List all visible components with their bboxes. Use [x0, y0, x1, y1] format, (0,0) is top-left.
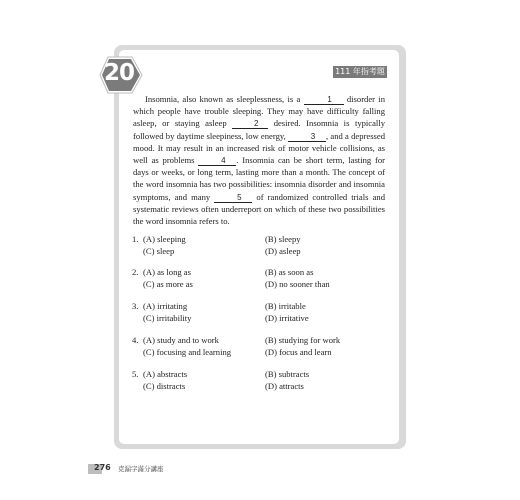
passage-text: . Insomnia can be short term, lasting for days or weeks, or long term, lasting more than a month. The concept of the word insomnia has two possibilities: insomnia disorder and insomnia symptoms, and many [133, 155, 385, 202]
blank-2: 2 [232, 119, 268, 129]
blank-1: 1 [304, 95, 344, 105]
option-c[interactable]: (C) distracts [143, 381, 186, 391]
option-a[interactable]: (A) abstracts [143, 369, 188, 379]
question-number: 4. [132, 335, 139, 345]
question-3 [132, 300, 392, 324]
option-c[interactable]: (C) focusing and learning [143, 347, 232, 357]
option-b[interactable]: (B) irritable [265, 301, 306, 311]
question-number: 5. [132, 369, 139, 379]
option-d[interactable]: (D) irritative [265, 313, 309, 323]
option-c[interactable]: (C) as more as [143, 279, 193, 289]
exam-year-tag: 111 年指考題 [333, 66, 387, 78]
blank-4: 4 [198, 156, 236, 166]
option-a[interactable]: (A) as long as [143, 267, 191, 277]
question-2 [132, 266, 392, 290]
option-b[interactable]: (B) subtracts [265, 369, 310, 379]
option-a[interactable]: (A) study and to work [143, 335, 219, 345]
question-1 [132, 233, 392, 257]
option-d[interactable]: (D) attracts [265, 381, 304, 391]
book-title: 克漏字滿分講座 [118, 465, 164, 473]
question-number: 1. [132, 234, 139, 244]
option-b[interactable]: (B) sleepy [265, 234, 301, 244]
blank-3: 3 [288, 132, 326, 142]
option-b[interactable]: (B) as soon as [265, 267, 314, 277]
passage-text: of randomized controlled trials and systematic reviews often underreport on which of these two possibilities the word insomnia refers to. [133, 191, 385, 227]
passage-text: desired. Insomnia is typically followed by daytime sleepiness, low energy, [133, 118, 386, 141]
option-d[interactable]: (D) no sooner than [265, 279, 330, 289]
question-number: 3. [132, 301, 139, 311]
blank-5: 5 [214, 193, 252, 203]
cloze-passage [133, 93, 385, 227]
option-a[interactable]: (A) sleeping [143, 234, 186, 244]
option-c[interactable]: (C) irritability [143, 313, 192, 323]
passage-text: , and a depressed mood. It may result in an increased risk of motor vehicle collisions, as well as problems [133, 130, 385, 166]
question-number-badge [99, 56, 143, 94]
question-4 [132, 334, 392, 358]
badge-number: 20 [103, 60, 134, 86]
passage-text: Insomnia, also known as sleeplessness, is a [145, 94, 304, 104]
option-d[interactable]: (D) asleep [265, 246, 301, 256]
page-number: 276 [94, 463, 111, 472]
option-b[interactable]: (B) studying for work [265, 335, 341, 345]
option-a[interactable]: (A) irritating [143, 301, 188, 311]
question-number: 2. [132, 267, 139, 277]
question-5 [132, 368, 392, 392]
passage-text: disorder in which people have trouble sleeping. They may have difficulty falling asleep, or staying asleep [133, 94, 385, 129]
option-c[interactable]: (C) sleep [143, 246, 175, 256]
option-d[interactable]: (D) focus and learn [265, 347, 332, 357]
